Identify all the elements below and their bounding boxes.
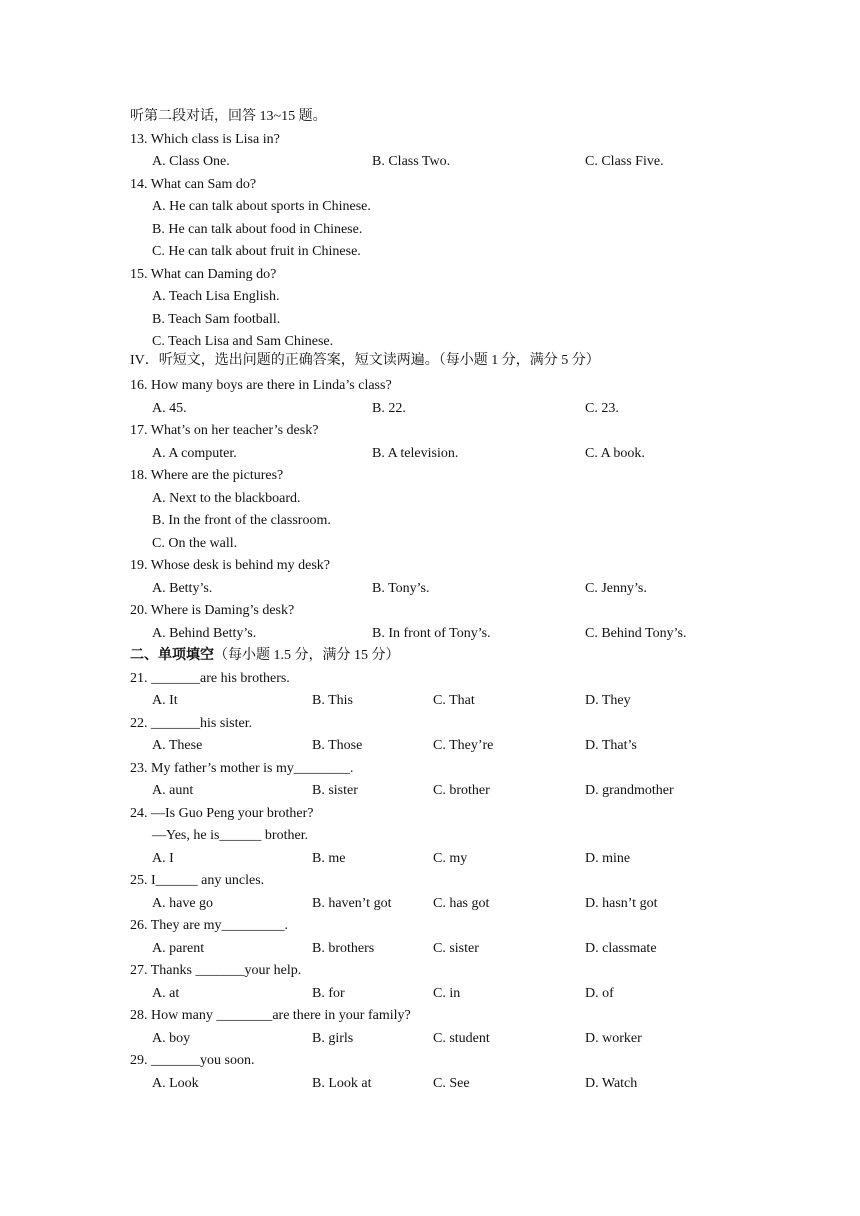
option-b: B. 22.	[372, 400, 406, 416]
option-c: C. Jenny’s.	[585, 580, 647, 596]
question-25-options	[130, 893, 770, 916]
option-b: B. Class Two.	[372, 154, 451, 169]
question-22-stem: 22. _______his sister.	[130, 715, 253, 731]
option-c: C. They’re	[433, 738, 494, 753]
question-27-options	[130, 983, 770, 1006]
option-b: B. Those	[312, 738, 363, 753]
option-b: B. for	[312, 985, 345, 1001]
question-24-options	[130, 848, 770, 871]
option-a: A. parent	[152, 940, 205, 956]
option-b: B. Tony’s.	[372, 580, 430, 596]
question-28-stem: 28. How many ________are there in your family?	[130, 1008, 411, 1023]
option-a: A. at	[152, 985, 180, 1001]
option-b: B. Look at	[312, 1075, 372, 1091]
option-d: D. classmate	[585, 940, 657, 956]
option-d: D. Watch	[585, 1075, 638, 1091]
option-d: D. of	[585, 985, 614, 1001]
question-24-response: —Yes, he is______ brother.	[152, 828, 309, 843]
option-d: D. mine	[585, 850, 631, 866]
part2-intro: 听第二段对话，回答 13~15 题。	[130, 109, 327, 124]
question-19-stem: 19. Whose desk is behind my desk?	[130, 558, 330, 573]
section-2-heading	[130, 645, 770, 668]
option-c: C. brother	[433, 783, 490, 798]
question-29-stem: 29. _______you soon.	[130, 1053, 255, 1068]
question-21-options	[130, 690, 770, 713]
question-28-options	[130, 1028, 770, 1051]
question-29-options	[130, 1073, 770, 1096]
option-b: B. me	[312, 850, 346, 866]
exam-page	[130, 106, 770, 1095]
option-c: C. Class Five.	[585, 154, 664, 169]
option-b: B. He can talk about food in Chinese.	[152, 221, 363, 237]
question-16-stem: 16. How many boys are there in Linda’s class?	[130, 378, 392, 393]
option-b: B. In the front of the classroom.	[152, 513, 331, 528]
question-16-options	[130, 398, 770, 421]
question-20-stem: 20. Where is Daming’s desk?	[130, 603, 295, 618]
question-21-stem: 21. _______are his brothers.	[130, 670, 290, 686]
option-d: D. worker	[585, 1030, 642, 1046]
question-23-options	[130, 780, 770, 803]
option-b: B. sister	[312, 783, 358, 798]
question-24-stem: 24. —Is Guo Peng your brother?	[130, 805, 314, 821]
option-a: A. Behind Betty’s.	[152, 625, 257, 641]
option-c: C. He can talk about fruit in Chinese.	[152, 244, 361, 259]
question-15-stem: 15. What can Daming do?	[130, 266, 277, 282]
option-b: B. This	[312, 693, 353, 708]
question-14-stem: 14. What can Sam do?	[130, 176, 257, 192]
question-13-stem: 13. Which class is Lisa in?	[130, 131, 280, 147]
option-a: A. have go	[152, 895, 214, 911]
section-2-title: 二、单项填空	[130, 648, 214, 663]
question-27-stem: 27. Thanks _______your help.	[130, 963, 302, 978]
option-c: C. student	[433, 1030, 490, 1046]
option-d: D. hasn’t got	[585, 895, 658, 911]
option-b: B. brothers	[312, 940, 375, 956]
option-c: C. 23.	[585, 400, 619, 416]
option-b: B. In front of Tony’s.	[372, 625, 491, 641]
option-a: A. He can talk about sports in Chinese.	[152, 199, 371, 214]
option-a: A. Betty’s.	[152, 580, 213, 596]
question-17-options	[130, 443, 770, 466]
option-c: C. That	[433, 693, 475, 708]
option-d: D. They	[585, 693, 631, 708]
option-a: A. I	[152, 850, 174, 866]
section-2-note: （每小题 1.5 分，满分 15 分）	[214, 648, 400, 663]
question-22-options	[130, 735, 770, 758]
option-a: A. These	[152, 738, 203, 753]
option-b: B. girls	[312, 1030, 354, 1046]
option-c: C. sister	[433, 940, 479, 956]
option-c: C. Behind Tony’s.	[585, 625, 687, 641]
question-17-stem: 17. What’s on her teacher’s desk?	[130, 423, 319, 438]
option-a: A. Next to the blackboard.	[152, 490, 301, 506]
section-4-heading: IV．听短文，选出问题的正确答案，短文读两遍。（每小题 1 分，满分 5 分）	[130, 353, 600, 368]
option-a: A. Look	[152, 1075, 199, 1091]
question-26-options	[130, 938, 770, 961]
option-c: C. my	[433, 850, 468, 866]
option-a: A. boy	[152, 1030, 191, 1046]
question-25-stem: 25. I______ any uncles.	[130, 873, 265, 888]
option-c: C. has got	[433, 895, 490, 911]
option-b: B. A television.	[372, 445, 459, 461]
question-23-stem: 23. My father’s mother is my________.	[130, 760, 354, 776]
question-26-stem: 26. They are my_________.	[130, 918, 288, 933]
option-c: C. Teach Lisa and Sam Chinese.	[152, 334, 334, 349]
option-c: C. See	[433, 1075, 470, 1091]
option-a: A. It	[152, 693, 178, 708]
question-20-options	[130, 623, 770, 646]
option-a: A. 45.	[152, 400, 187, 416]
option-d: D. That’s	[585, 738, 637, 753]
option-d: D. grandmother	[585, 783, 674, 798]
option-b: B. haven’t got	[312, 895, 392, 911]
option-a: A. aunt	[152, 783, 194, 798]
option-b: B. Teach Sam football.	[152, 311, 281, 327]
option-c: C. in	[433, 985, 461, 1001]
option-a: A. Class One.	[152, 154, 230, 169]
option-a: A. A computer.	[152, 445, 237, 461]
option-c: C. A book.	[585, 445, 645, 461]
question-19-options	[130, 578, 770, 601]
option-c: C. On the wall.	[152, 535, 238, 551]
question-13-options	[130, 151, 770, 174]
option-a: A. Teach Lisa English.	[152, 289, 280, 304]
question-18-stem: 18. Where are the pictures?	[130, 468, 284, 483]
